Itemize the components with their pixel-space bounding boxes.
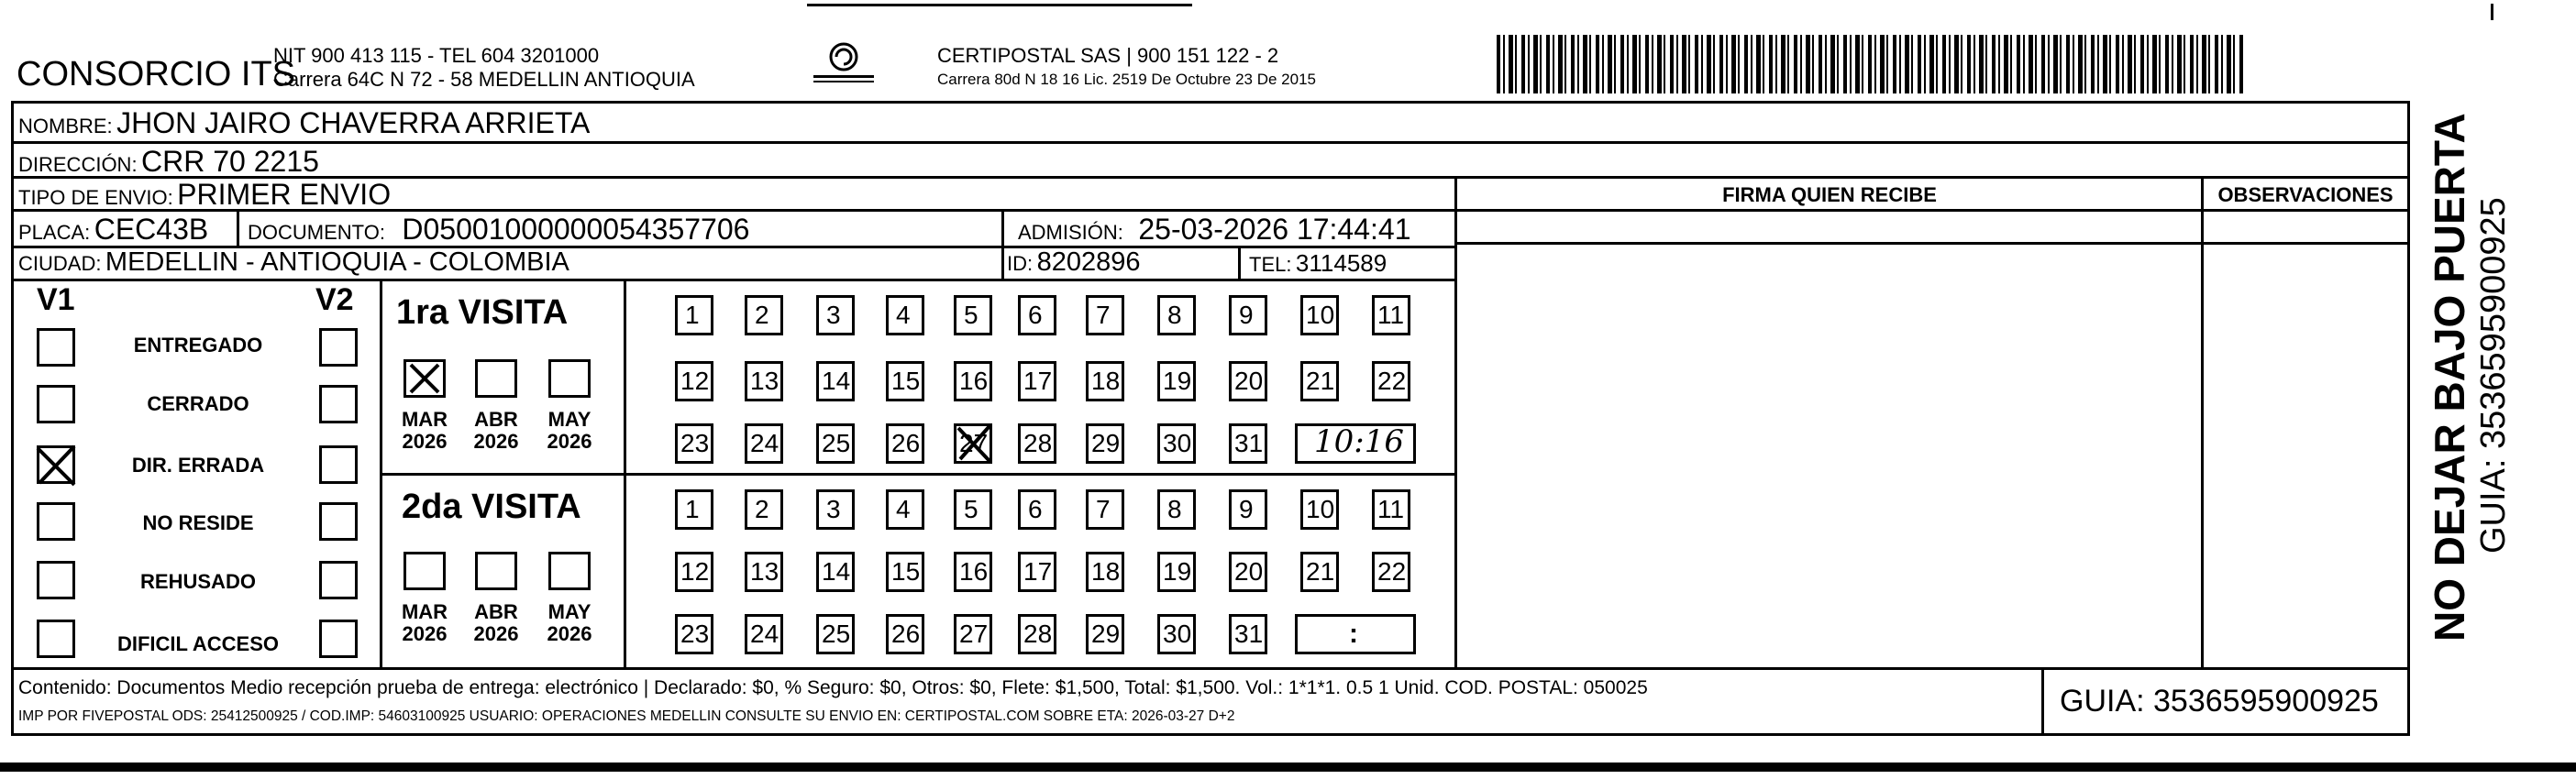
handwritten-check-mark: [953, 422, 995, 465]
first-visit-day-26-checkbox[interactable]: 26: [886, 423, 924, 464]
id-label: ID:: [1007, 252, 1034, 275]
status-label-dificil-acceso: DIFICIL ACCESO: [116, 632, 279, 655]
first-visit-day-17-checkbox[interactable]: 17: [1018, 361, 1056, 401]
second-visit-day-22-checkbox[interactable]: 22: [1372, 552, 1410, 592]
handwritten-check-mark: [404, 359, 446, 398]
first-visit-day-24-checkbox[interactable]: 24: [745, 423, 783, 464]
documento-label: DOCUMENTO:: [248, 221, 385, 244]
second-visit-day-28-checkbox[interactable]: 28: [1018, 614, 1056, 654]
second-visit-day-7-checkbox[interactable]: 7: [1086, 489, 1124, 530]
second-visit-month-mar-checkbox[interactable]: [404, 552, 446, 590]
admision-value: 25-03-2026 17:44:41: [1138, 213, 1411, 246]
v1-checkbox-dir-errada[interactable]: [37, 445, 75, 484]
v1-checkbox-rehusado[interactable]: [37, 561, 75, 599]
second-visit-day-31-checkbox[interactable]: 31: [1229, 614, 1267, 654]
second-visit-day-17-checkbox[interactable]: 17: [1018, 552, 1056, 592]
first-visit-month-mar-checkbox[interactable]: [404, 359, 446, 398]
firma-header: FIRMA QUIEN RECIBE: [1722, 183, 1937, 206]
admision-label: ADMISIÓN:: [1018, 221, 1123, 244]
status-label-cerrado: CERRADO: [147, 392, 249, 415]
v1-checkbox-no-reside[interactable]: [37, 502, 75, 541]
v1-header: V1: [37, 282, 75, 317]
id-field: [1007, 249, 1140, 276]
observations-area[interactable]: [2205, 245, 2406, 666]
time-colon-placeholder: :: [1349, 619, 1358, 649]
first-visit-day-18-checkbox[interactable]: 18: [1086, 361, 1124, 401]
first-visit-day-5-checkbox[interactable]: 5: [954, 295, 992, 335]
second-visit-month-label-may: MAY 2026: [547, 600, 592, 645]
first-visit-day-21-checkbox[interactable]: 21: [1300, 361, 1339, 401]
status-label-rehusado: REHUSADO: [140, 570, 256, 593]
ciudad-field: [18, 249, 569, 276]
second-visit-title: 2da VISITA: [402, 488, 581, 526]
placa-field: [18, 214, 208, 244]
second-visit-month-label-abr: ABR 2026: [473, 600, 519, 645]
second-visit-day-21-checkbox[interactable]: 21: [1300, 552, 1339, 592]
footer-guia-number: GUIA: 3536595900925: [2060, 684, 2379, 719]
footer-print-line: IMP POR FIVEPOSTAL ODS: 25412500925 / COD.IMP: 54603100925 USUARIO: OPERACIONES MEDELLIN CONSULTE SU ENVIO EN: CERTIPOSTAL.COM SOBRE ETA: 2026-03-27 D+2: [18, 708, 1235, 724]
v2-checkbox-dificil-acceso[interactable]: [319, 620, 358, 658]
first-visit-day-25-checkbox[interactable]: 25: [816, 423, 855, 464]
second-visit-day-18-checkbox[interactable]: 18: [1086, 552, 1124, 592]
second-visit-day-25-checkbox[interactable]: 25: [816, 614, 855, 654]
first-visit-day-8-checkbox[interactable]: 8: [1157, 295, 1196, 335]
second-visit-day-15-checkbox[interactable]: 15: [886, 552, 924, 592]
courier-name: CERTIPOSTAL SAS | 900 151 122 - 2: [937, 44, 1279, 67]
company-nit: NIT 900 413 115 - TEL 604 3201000: [273, 44, 600, 67]
v2-checkbox-rehusado[interactable]: [319, 561, 358, 599]
first-visit-day-10-checkbox[interactable]: 10: [1300, 295, 1339, 335]
first-visit-day-16-checkbox[interactable]: 16: [954, 361, 992, 401]
second-visit-time-box[interactable]: [1295, 614, 1416, 654]
first-visit-day-2-checkbox[interactable]: 2: [745, 295, 783, 335]
first-visit-day-22-checkbox[interactable]: 22: [1372, 361, 1410, 401]
first-visit-day-13-checkbox[interactable]: 13: [745, 361, 783, 401]
second-visit-day-26-checkbox[interactable]: 26: [886, 614, 924, 654]
second-visit-day-1-checkbox[interactable]: 1: [675, 489, 713, 530]
first-visit-month-label-may: MAY 2026: [547, 408, 592, 453]
tel-value: 3114589: [1295, 249, 1388, 277]
nombre-field: [18, 108, 590, 137]
second-visit-day-20-checkbox[interactable]: 20: [1229, 552, 1267, 592]
form-top-border: [11, 101, 2410, 104]
second-visit-month-label-mar: MAR 2026: [401, 600, 448, 645]
nombre-label: NOMBRE:: [18, 115, 113, 137]
page-bottom-rule: [0, 763, 2576, 772]
first-visit-day-19-checkbox[interactable]: 19: [1157, 361, 1196, 401]
first-visit-day-7-checkbox[interactable]: 7: [1086, 295, 1124, 335]
first-visit-day-15-checkbox[interactable]: 15: [886, 361, 924, 401]
second-visit-day-16-checkbox[interactable]: 16: [954, 552, 992, 592]
nombre-value: JHON JAIRO CHAVERRA ARRIETA: [116, 106, 591, 139]
signature-area[interactable]: [1458, 245, 2201, 666]
id-value: 8202896: [1036, 247, 1141, 277]
placa-value: CEC43B: [94, 213, 209, 246]
tipo-envio-field: [18, 180, 391, 209]
placa-label: PLACA:: [18, 221, 91, 244]
direccion-label: DIRECCIÓN:: [18, 153, 138, 176]
first-visit-month-abr-checkbox[interactable]: [475, 359, 517, 398]
first-visit-day-3-checkbox[interactable]: 3: [816, 295, 855, 335]
direccion-value: CRR 70 2215: [141, 145, 319, 178]
tel-field: [1249, 251, 1387, 275]
v1-checkbox-cerrado[interactable]: [37, 385, 75, 423]
tel-label: TEL:: [1249, 253, 1292, 276]
second-visit-day-2-checkbox[interactable]: 2: [745, 489, 783, 530]
page-mark: [2491, 4, 2493, 20]
second-visit-month-abr-checkbox[interactable]: [475, 552, 517, 590]
v2-checkbox-entregado[interactable]: [319, 328, 358, 367]
second-visit-day-10-checkbox[interactable]: 10: [1300, 489, 1339, 530]
v2-checkbox-cerrado[interactable]: [319, 385, 358, 423]
documento-value: D05001000000054357706: [402, 213, 750, 246]
v1-checkbox-entregado[interactable]: [37, 328, 75, 367]
v2-header: V2: [315, 282, 354, 317]
second-visit-day-5-checkbox[interactable]: 5: [954, 489, 992, 530]
second-visit-month-may-checkbox[interactable]: [548, 552, 591, 590]
admision-field: [1018, 214, 1411, 244]
observaciones-header: OBSERVACIONES: [2217, 183, 2394, 206]
second-visit-day-30-checkbox[interactable]: 30: [1157, 614, 1196, 654]
second-visit-day-3-checkbox[interactable]: 3: [816, 489, 855, 530]
barcode: [1497, 35, 2244, 93]
first-visit-month-label-abr: ABR 2026: [473, 408, 519, 453]
second-visit-day-23-checkbox[interactable]: 23: [675, 614, 713, 654]
first-visit-day-29-checkbox[interactable]: 29: [1086, 423, 1124, 464]
status-label-entregado: ENTREGADO: [133, 334, 263, 357]
company-address: Carrera 64C N 72 - 58 MEDELLIN ANTIOQUIA: [273, 68, 695, 91]
first-visit-time-box[interactable]: [1295, 423, 1416, 464]
handwritten-time: 10:16: [1314, 423, 1404, 460]
first-visit-day-6-checkbox[interactable]: 6: [1018, 295, 1056, 335]
status-label-dir-errada: DIR. ERRADA: [131, 454, 265, 477]
footer-content-line: Contenido: Documentos Medio recepción prueba de entrega: electrónico | Declarado: $0, % Seguro: $0, Otros: $0, Flete: $1,500, Total: $1,500. Vol.: 1*1*1. 0.5 1 Unid. COD. POSTAL: 050025: [18, 677, 1648, 698]
first-visit-day-11-checkbox[interactable]: 11: [1372, 295, 1410, 335]
first-visit-month-may-checkbox[interactable]: [548, 359, 591, 398]
first-visit-day-4-checkbox[interactable]: 4: [886, 295, 924, 335]
first-visit-day-14-checkbox[interactable]: 14: [816, 361, 855, 401]
direccion-field: [18, 147, 319, 176]
first-visit-day-27-checkbox[interactable]: 27: [954, 423, 992, 464]
side-guia-number: GUIA: 3536595900925: [2474, 197, 2513, 554]
second-visit-day-12-checkbox[interactable]: 12: [675, 552, 713, 592]
second-visit-day-19-checkbox[interactable]: 19: [1157, 552, 1196, 592]
first-visit-title: 1ra VISITA: [396, 293, 569, 332]
tipo-envio-value: PRIMER ENVIO: [177, 178, 392, 211]
no-dejar-bajo-puerta-warning: NO DEJAR BAJO PUERTA: [2426, 113, 2473, 642]
second-visit-day-8-checkbox[interactable]: 8: [1157, 489, 1196, 530]
second-visit-day-14-checkbox[interactable]: 14: [816, 552, 855, 592]
tipo-envio-label: TIPO DE ENVIO:: [18, 186, 173, 209]
second-visit-day-13-checkbox[interactable]: 13: [745, 552, 783, 592]
first-visit-day-12-checkbox[interactable]: 12: [675, 361, 713, 401]
v2-checkbox-no-reside[interactable]: [319, 502, 358, 541]
first-visit-day-31-checkbox[interactable]: 31: [1229, 423, 1267, 464]
handwritten-check-mark: [34, 443, 80, 488]
company-name: CONSORCIO ITS: [17, 55, 296, 93]
second-visit-day-11-checkbox[interactable]: 11: [1372, 489, 1410, 530]
certipostal-logo: [812, 40, 876, 88]
first-visit-day-20-checkbox[interactable]: 20: [1229, 361, 1267, 401]
v2-checkbox-dir-errada[interactable]: [319, 445, 358, 484]
first-visit-day-1-checkbox[interactable]: 1: [675, 295, 713, 335]
courier-license: Carrera 80d N 18 16 Lic. 2519 De Octubre 23 De 2015: [937, 71, 1316, 88]
documento-field: [248, 214, 749, 244]
second-visit-day-4-checkbox[interactable]: 4: [886, 489, 924, 530]
v1-checkbox-dificil-acceso[interactable]: [37, 620, 75, 658]
first-visit-day-28-checkbox[interactable]: 28: [1018, 423, 1056, 464]
first-visit-day-30-checkbox[interactable]: 30: [1157, 423, 1196, 464]
page-top-mark: [807, 4, 1192, 6]
second-visit-day-24-checkbox[interactable]: 24: [745, 614, 783, 654]
first-visit-month-label-mar: MAR 2026: [401, 408, 448, 453]
second-visit-day-6-checkbox[interactable]: 6: [1018, 489, 1056, 530]
ciudad-value: MEDELLIN - ANTIOQUIA - COLOMBIA: [105, 247, 569, 277]
first-visit-day-23-checkbox[interactable]: 23: [675, 423, 713, 464]
status-label-no-reside: NO RESIDE: [142, 511, 254, 534]
ciudad-label: CIUDAD:: [18, 252, 102, 275]
first-visit-day-9-checkbox[interactable]: 9: [1229, 295, 1267, 335]
second-visit-day-29-checkbox[interactable]: 29: [1086, 614, 1124, 654]
second-visit-day-27-checkbox[interactable]: 27: [954, 614, 992, 654]
second-visit-day-9-checkbox[interactable]: 9: [1229, 489, 1267, 530]
